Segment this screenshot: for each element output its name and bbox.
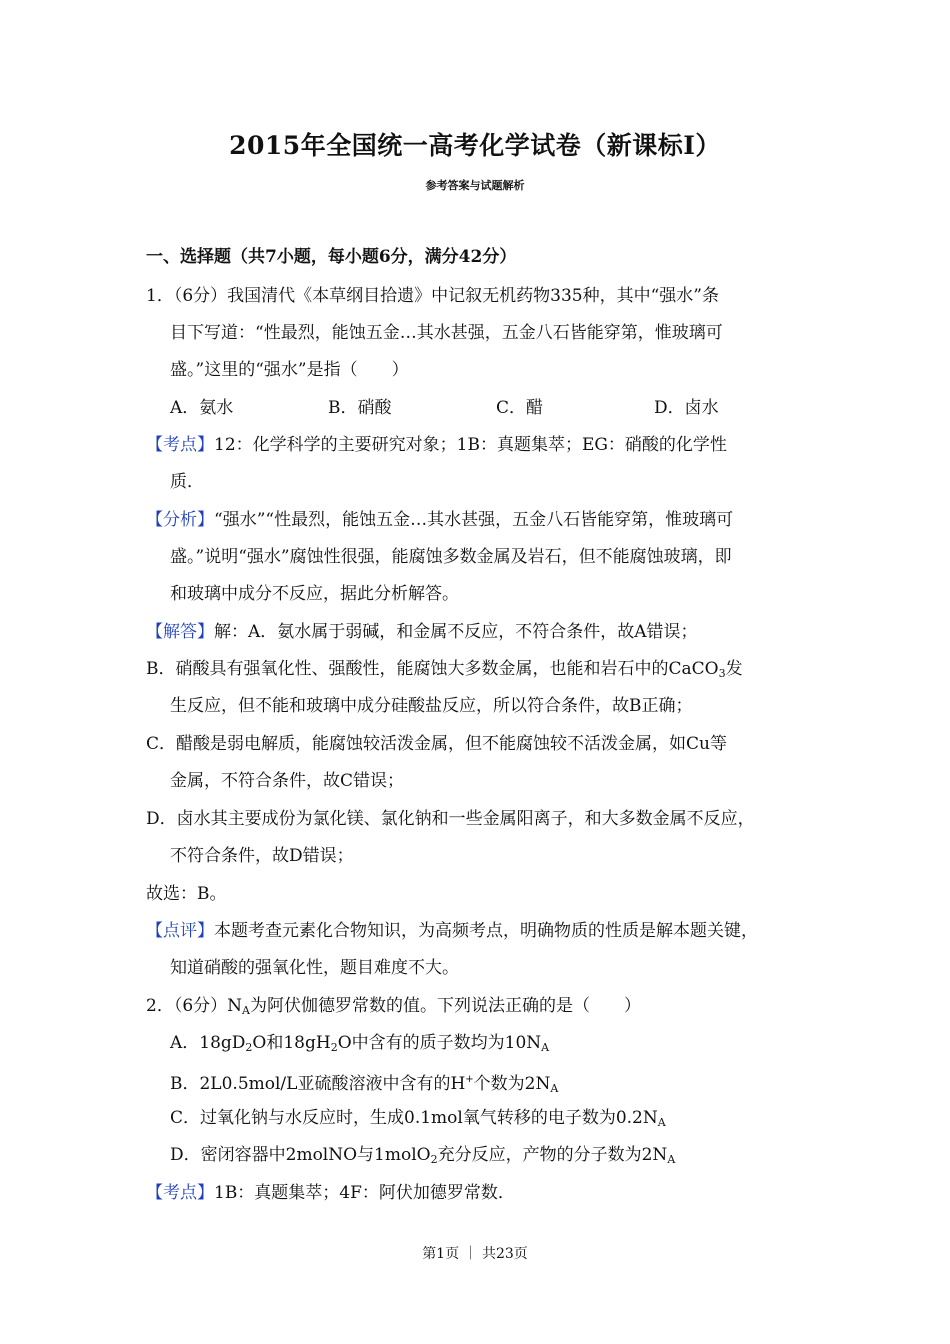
q1-dianping-text: 本题考查元素化合物知识，为高频考点，明确物质的性质是解本题关键， bbox=[214, 921, 758, 941]
q2-option-a: A．$18gD_2O$和$18gH_2O$中含有的质子数均为$10N_A$ bbox=[170, 1033, 550, 1054]
fenxi-tag: 【分析】 bbox=[146, 510, 214, 530]
q1-fenxi bbox=[146, 508, 733, 532]
section-heading: 一、选择题（共7小题，每小题6分，满分42分） bbox=[146, 247, 517, 267]
dianping-tag: 【点评】 bbox=[146, 921, 214, 941]
q2-option-b: B．2L0.5mol/L亚硫酸溶液中含有的H+个数为$2N_A$ bbox=[170, 1074, 559, 1095]
q1-fenxi-line3: 和玻璃中成分不反应，据此分析解答。 bbox=[170, 584, 459, 604]
q1-choice: 故选：B。 bbox=[146, 884, 227, 904]
q1-analysis-d-line2: 不符合条件，故D错误； bbox=[170, 846, 354, 866]
q1-analysis-b-line2: 生反应，但不能和玻璃中成分硅酸盐反应，所以符合条件，故B正确； bbox=[170, 696, 693, 716]
page-subtitle: 参考答案与试题解析 bbox=[425, 179, 525, 192]
q1-option-d: D．卤水 bbox=[654, 398, 719, 418]
q1-dianping bbox=[146, 919, 758, 943]
q1-analysis-c-line2: 金属，不符合条件，故C错误； bbox=[170, 771, 405, 791]
kaodian-tag: 【考点】 bbox=[146, 1183, 214, 1203]
q1-analysis-c-line1: C．醋酸是弱电解质，能腐蚀较活泼金属，但不能腐蚀较不活泼金属，如Cu等 bbox=[146, 734, 727, 754]
q1-option-a: A．氨水 bbox=[170, 398, 234, 418]
q2-option-c: C．过氧化钠与水反应时，生成0.1mol氧气转移的电子数为$0.2N_A$ bbox=[170, 1108, 666, 1129]
q1-kaodian-text: 12：化学科学的主要研究对象；1B：真题集萃；EG：硝酸的化学性 bbox=[214, 435, 727, 455]
q2-stem: 2．（6分）$N_A$为阿伏伽德罗常数的值。下列说法正确的是（ ） bbox=[146, 996, 641, 1017]
q1-stem-line3: 盛。”这里的“强水”是指（ ） bbox=[170, 360, 409, 380]
q1-fenxi-text: “强水”“性最烈，能蚀五金…其水甚强，五金八石皆能穿第，惟玻璃可 bbox=[214, 510, 734, 530]
jieda-tag: 【解答】 bbox=[146, 622, 214, 642]
q2-kaodian bbox=[146, 1181, 515, 1205]
q1-stem-line2: 目下写道：“性最烈，能蚀五金…其水甚强，五金八石皆能穿第，惟玻璃可 bbox=[170, 323, 723, 343]
page-footer: 第1页 ｜ 共23页 bbox=[422, 1246, 528, 1262]
q1-stem-line1: 1．（6分）我国清代《本草纲目拾遗》中记叙无机药物335种，其中“强水”条 bbox=[146, 286, 719, 306]
q1-kaodian-line2: 质． bbox=[170, 472, 204, 492]
q2-kaodian-text: 1B：真题集萃；4F：阿伏加德罗常数． bbox=[214, 1183, 515, 1203]
q1-analysis-b-line1: B．硝酸具有强氧化性、强酸性，能腐蚀大多数金属，也能和岩石中的CaCO$_3$发 bbox=[146, 659, 743, 680]
page-title: 2015年全国统一高考化学试卷（新课标I） bbox=[229, 131, 721, 160]
q1-option-c: C．醋 bbox=[496, 398, 544, 418]
q1-analysis-d-line1: D．卤水其主要成份为氯化镁、氯化钠和一些金属阳离子，和大多数金属不反应， bbox=[146, 809, 755, 829]
kaodian-tag: 【考点】 bbox=[146, 435, 214, 455]
q1-kaodian bbox=[146, 433, 727, 457]
q1-option-b: B．硝酸 bbox=[328, 398, 392, 418]
q1-jieda-text: 解：A．氨水属于弱碱，和金属不反应，不符合条件，故A错误； bbox=[214, 622, 698, 642]
q1-dianping-line2: 知道硝酸的强氧化性，题目难度不大。 bbox=[170, 958, 459, 978]
q1-fenxi-line2: 盛。”说明“强水”腐蚀性很强，能腐蚀多数金属及岩石，但不能腐蚀玻璃，即 bbox=[170, 547, 732, 567]
q1-jieda bbox=[146, 620, 698, 644]
q2-option-d: D．密闭容器中2molNO与1molO$_2$充分反应，产物的分子数为$2N_A$ bbox=[170, 1145, 676, 1166]
